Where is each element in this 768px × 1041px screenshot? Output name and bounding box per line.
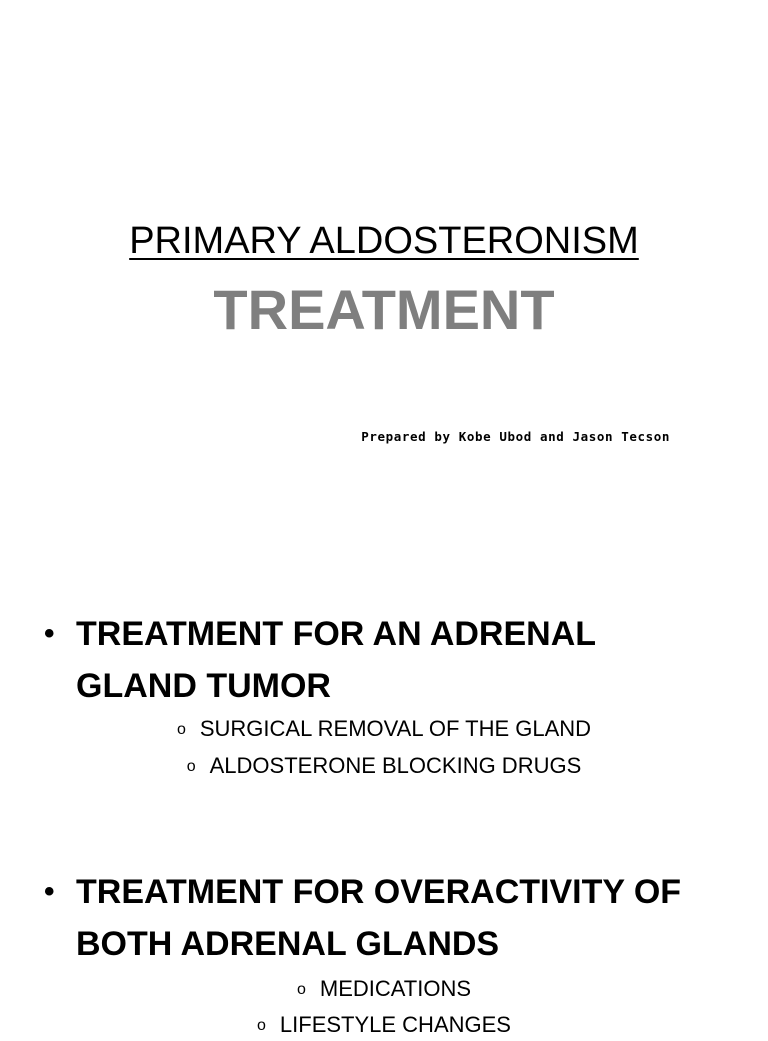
slide-title: PRIMARY ALDOSTERONISM [129, 220, 639, 262]
bullet-line: TREATMENT FOR AN ADRENAL [76, 615, 597, 653]
slide-subtitle: TREATMENT [213, 278, 555, 341]
bullet-icon: • [44, 875, 55, 908]
sub-list-item [0, 1010, 768, 1041]
bullet-item [44, 608, 734, 712]
bullet-line: BOTH ADRENAL GLANDS [76, 925, 500, 963]
circle-bullet-icon: o [257, 1017, 266, 1034]
bullet-item [44, 866, 734, 970]
bullet-icon: • [44, 617, 55, 650]
bullet-line: TREATMENT FOR OVERACTIVITY OF [76, 873, 682, 911]
circle-bullet-icon: o [176, 721, 186, 738]
sub-list-item-label: SURGICAL REMOVAL OF THE GLAND [199, 716, 592, 741]
sub-list-item [0, 974, 768, 1005]
sub-list-item-label: ALDOSTERONE BLOCKING DRUGS [209, 753, 582, 778]
sub-list-item [0, 751, 768, 782]
content-slide [0, 560, 768, 1037]
circle-bullet-icon: o [186, 758, 196, 775]
author-credit: Prepared by Kobe Ubod and Jason Tecson [361, 429, 670, 444]
circle-bullet-icon: o [296, 981, 306, 998]
bullet-line: GLAND TUMOR [76, 667, 331, 705]
sub-list-item [0, 714, 768, 745]
sub-list-item-label: LIFESTYLE CHANGES [279, 1012, 511, 1037]
sub-list-item-label: MEDICATIONS [319, 976, 472, 1001]
